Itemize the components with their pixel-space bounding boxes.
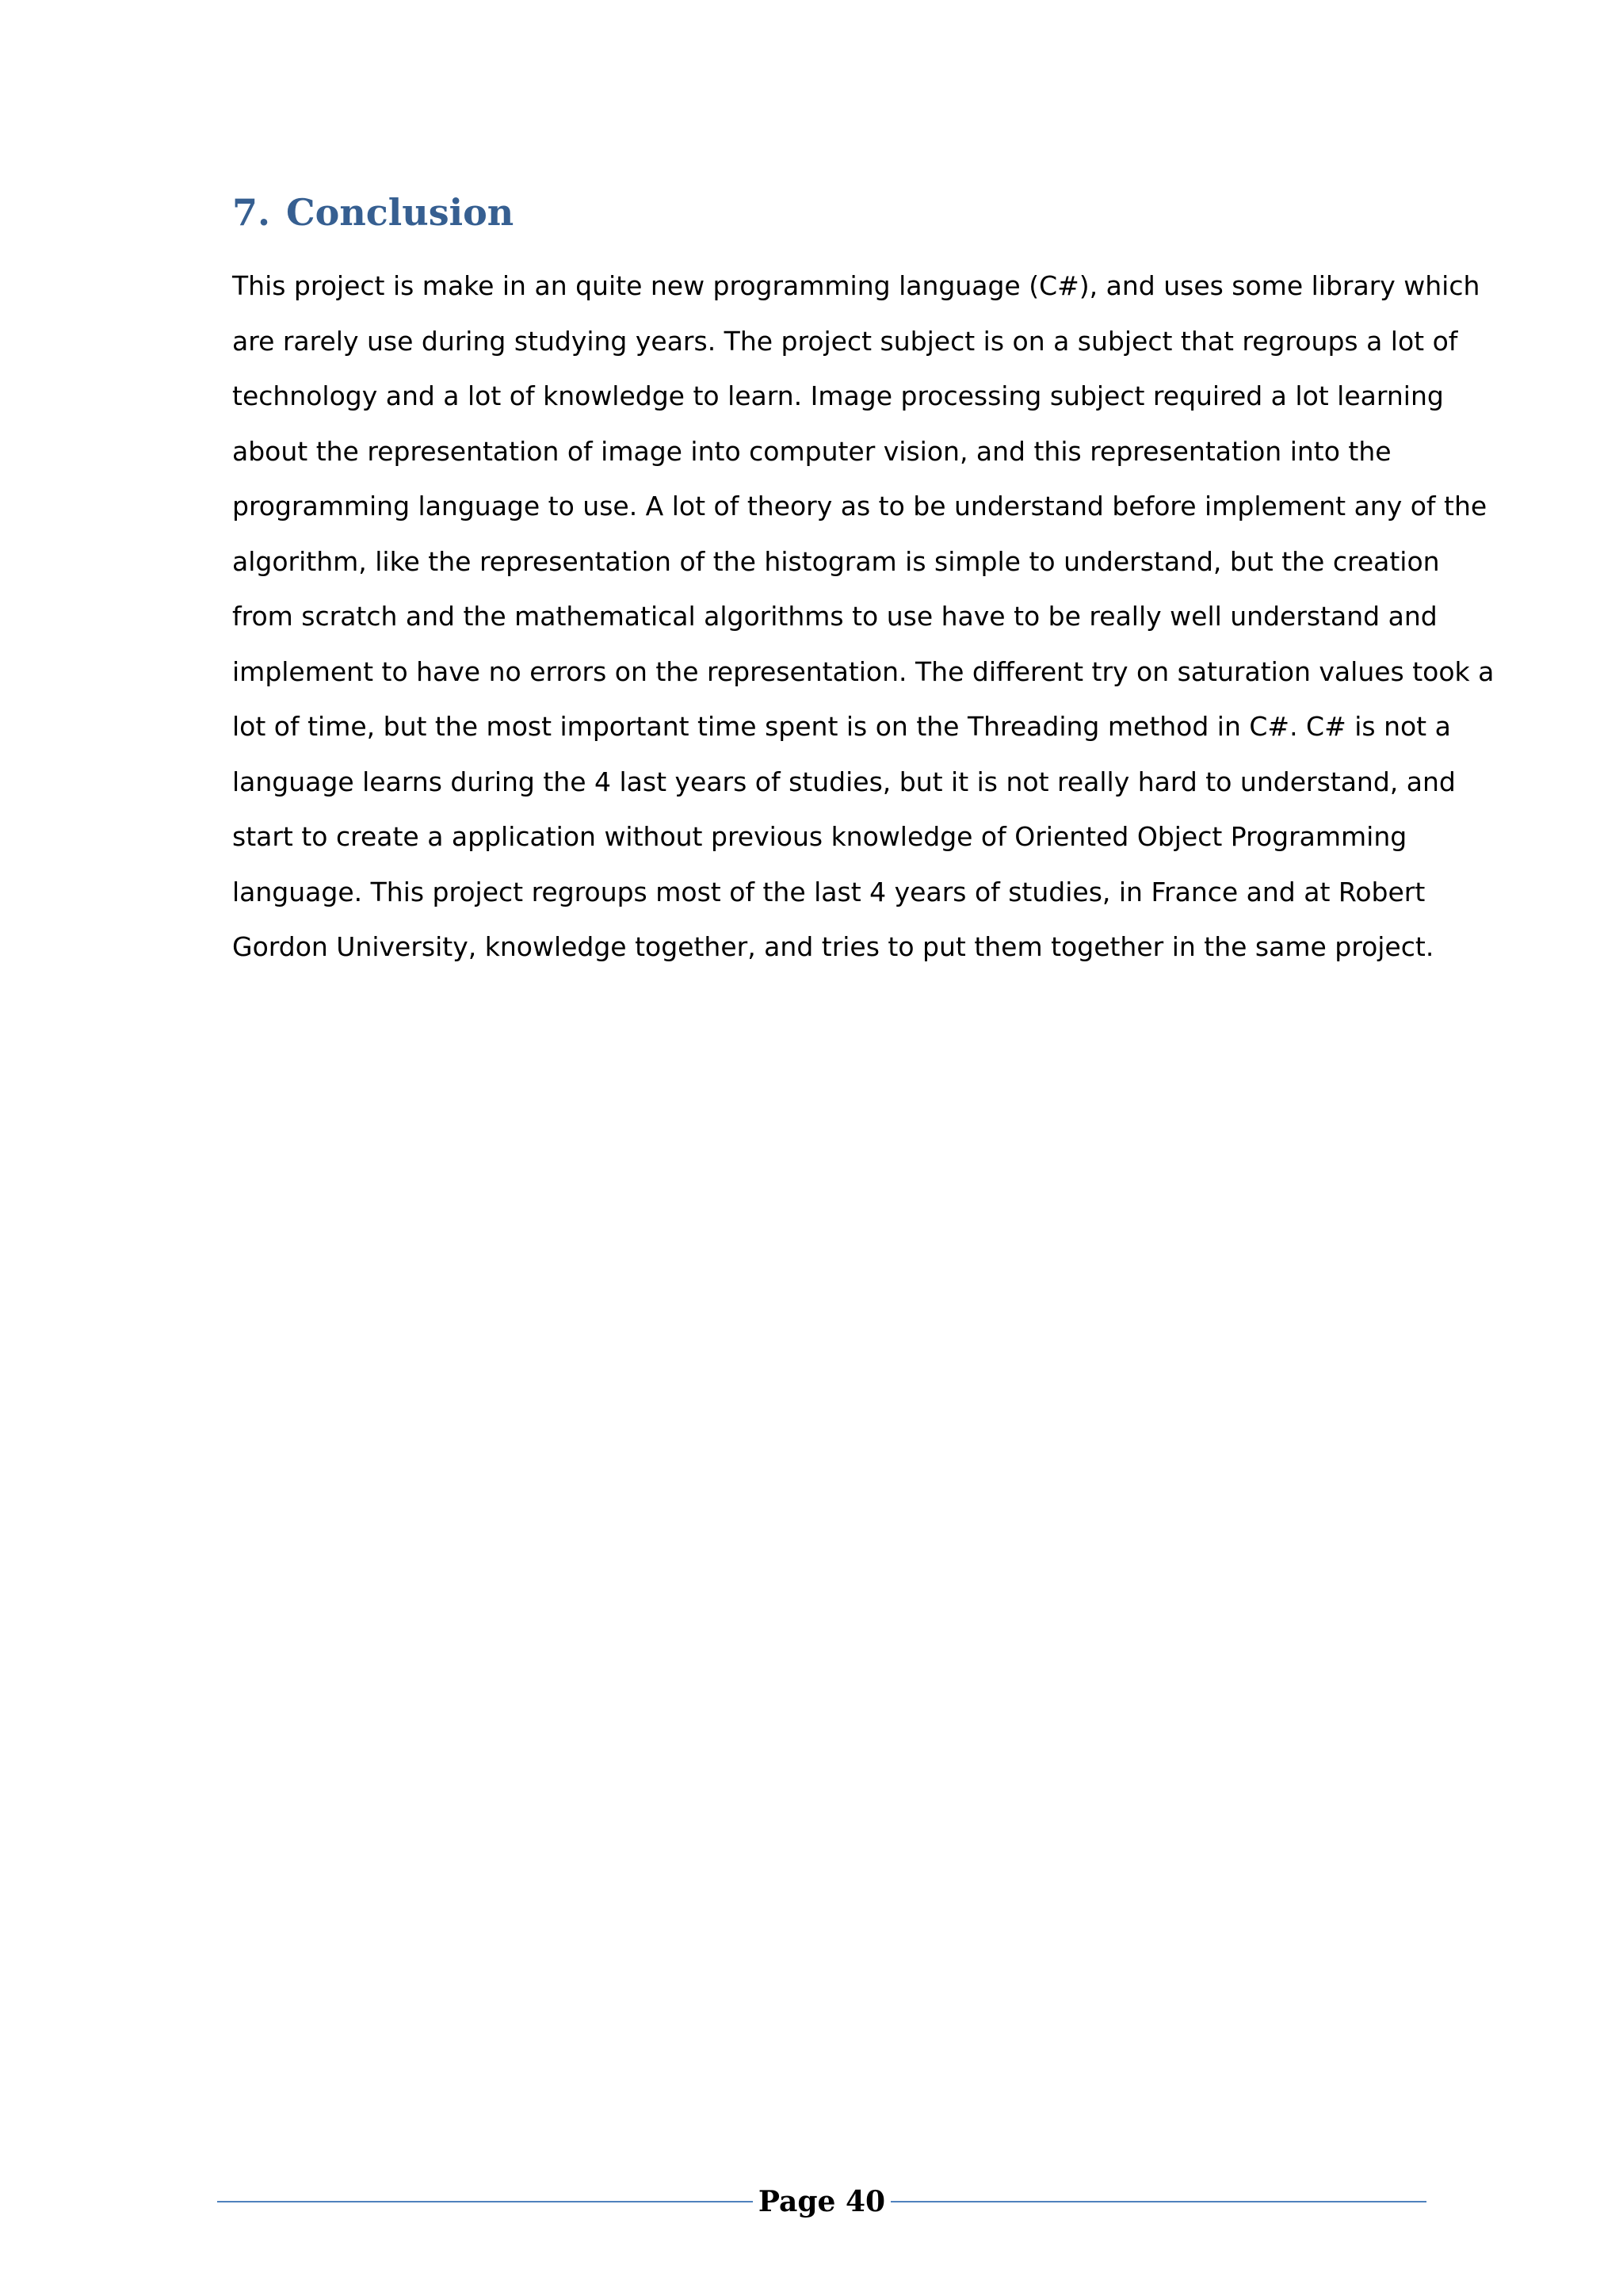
body-line: language learns during the 4 last years of studies, but it is not really hard to understand, and — [232, 766, 1456, 797]
body-line: This project is make in an quite new programming language (C#), and uses some library which — [232, 270, 1480, 301]
body-line: Gordon University, knowledge together, and tries to put them together in the same project. — [232, 931, 1434, 962]
footer-rule-right — [891, 2201, 1426, 2202]
page-number: Page 40 — [758, 2185, 886, 2218]
body-line: implement to have no errors on the representation. The different try on saturation values took a — [232, 655, 1495, 687]
body-line: from scratch and the mathematical algorithms to use have to be really well understand and — [232, 601, 1438, 632]
body-paragraph — [232, 258, 1495, 975]
body-line: algorithm, like the representation of the histogram is simple to understand, but the creation — [232, 545, 1440, 577]
body-line: about the representation of image into computer vision, and this representation into the — [232, 435, 1392, 467]
body-line: language. This project regroups most of the last 4 years of studies, in France and at Robert — [232, 876, 1426, 907]
footer-rule-left — [217, 2201, 753, 2202]
section-number: 7. — [232, 191, 271, 234]
body-line: start to create a application without previous knowledge of Oriented Object Programming — [232, 821, 1407, 852]
body-line: programming language to use. A lot of theory as to be understand before implement any of the — [232, 491, 1487, 521]
section-heading — [232, 190, 514, 235]
body-line: lot of time, but the most important time spent is on the Threading method in C#. C# is not a — [232, 711, 1451, 742]
page-footer — [217, 2178, 1426, 2225]
body-line: are rarely use during studying years. The project subject is on a subject that regroups a lot of — [232, 325, 1458, 357]
section-title: Conclusion — [286, 191, 514, 234]
body-line: technology and a lot of knowledge to learn. Image processing subject required a lot learning — [232, 380, 1444, 411]
